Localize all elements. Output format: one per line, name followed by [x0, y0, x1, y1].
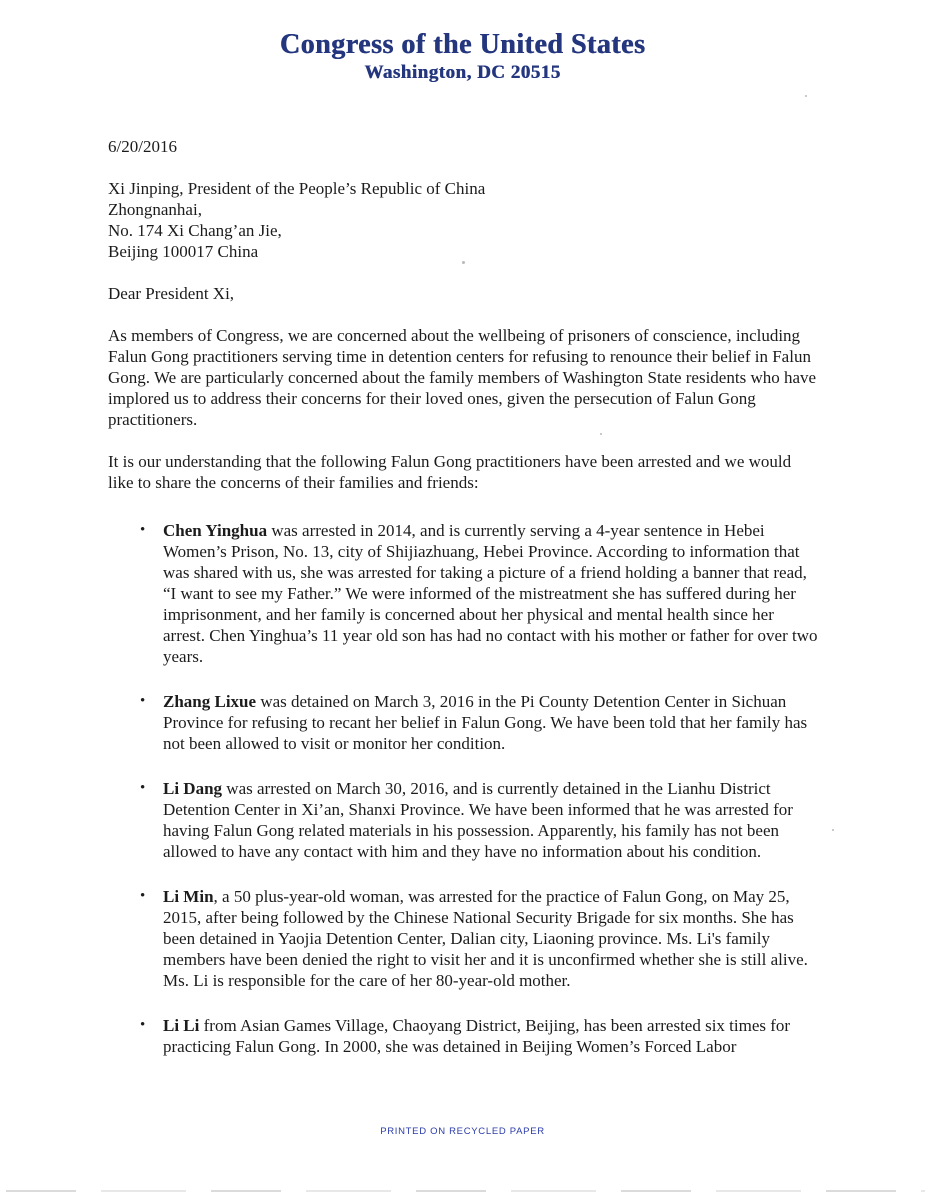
letter-date: 6/20/2016 [108, 137, 177, 156]
scan-speck [462, 261, 465, 264]
list-item-zhang-lixue [140, 691, 818, 754]
bullet-icon: • [140, 693, 146, 709]
letterhead [0, 0, 925, 84]
bullet-icon: • [140, 780, 146, 796]
list-item-text [163, 520, 818, 667]
bullet-icon: • [140, 888, 146, 904]
prisoner-name: Li Li [163, 1016, 200, 1035]
recipient-line: Beijing 100017 China [108, 242, 259, 261]
prisoner-name: Zhang Lixue [163, 692, 257, 711]
list-item-text [163, 1015, 818, 1057]
prisoner-detail: was arrested on March 30, 2016, and is currently detained in the Lianhu District Detention Center in Xi’an, Shanxi Province. We have been informed that he was arrested for having Falun Gong related materials in his possession. Apparently, his family has not been allowed to have any contact with him and they have no information about his condition. [163, 779, 793, 861]
prisoner-detail: was arrested in 2014, and is currently serving a 4-year sentence in Hebei Women’s Prison, No. 13, city of Shijiazhuang, Hebei Province. According to information that was shared with us, she was arrested for taking a picture of a friend holding a banner that read, “I want to see my Father.” We were informed of the mistreatment she has suffered during her imprisonment, and her family is concerned about her physical and mental health since her arrest. Chen Yinghua’s 11 year old son has had no contact with his mother or father for over two years. [163, 521, 818, 666]
footer-note: PRINTED ON RECYCLED PAPER [380, 1126, 545, 1137]
list-item-text [163, 778, 818, 862]
recipient-line: Xi Jinping, President of the People’s Republic of China [108, 179, 486, 198]
scan-speck [832, 829, 834, 831]
prisoner-name: Li Min [163, 887, 214, 906]
recipient-address-block [108, 178, 818, 262]
prisoner-list [108, 520, 818, 1057]
list-item-chen-yinghua [140, 520, 818, 667]
bullet-icon: • [140, 522, 146, 538]
letter-body [108, 136, 818, 1057]
prisoner-detail: from Asian Games Village, Chaoyang District, Beijing, has been arrested six times for practicing Falun Gong. In 2000, she was detained in Beijing Women’s Forced Labor [163, 1016, 791, 1056]
bullet-icon: • [140, 1017, 146, 1033]
body-paragraph-2: It is our understanding that the following Falun Gong practitioners have been arrested and we would like to share the concerns of their families and friends: [108, 452, 792, 492]
letterhead-title: Congress of the United States [279, 29, 646, 60]
salutation: Dear President Xi, [108, 284, 235, 303]
list-item-li-min [140, 886, 818, 991]
recipient-line: Zhongnanhai, [108, 200, 202, 219]
letterhead-address: Washington, DC 20515 [364, 62, 561, 83]
list-item-li-dang [140, 778, 818, 862]
scan-artifact-line [6, 1190, 925, 1192]
body-paragraph-1: As members of Congress, we are concerned about the wellbeing of prisoners of conscience, including Falun Gong practitioners serving time in detention centers for refusing to renounce their belief in Falun Gong. We are particularly concerned about the family members of Washington State residents who have implored us to address their concerns for their loved ones, given the persecution of Falun Gong practitioners. [108, 326, 817, 429]
scan-speck [600, 433, 602, 435]
prisoner-name: Chen Yinghua [163, 521, 268, 540]
list-item-li-li [140, 1015, 818, 1057]
recipient-line: No. 174 Xi Chang’an Jie, [108, 221, 282, 240]
prisoner-detail: , a 50 plus-year-old woman, was arrested for the practice of Falun Gong, on May 25, 2015, after being followed by the Chinese National Security Brigade for six months. She has been detained in Yaojia Detention Center, Dalian city, Liaoning province. Ms. Li's family members have been denied the right to visit her and it is unconfirmed whether she is still alive. Ms. Li is responsible for the care of her 80-year-old mother. [163, 887, 808, 990]
list-item-text [163, 886, 818, 991]
list-item-text [163, 691, 818, 754]
scan-speck [805, 95, 807, 97]
prisoner-name: Li Dang [163, 779, 223, 798]
prisoner-detail: was detained on March 3, 2016 in the Pi County Detention Center in Sichuan Province for refusing to recant her belief in Falun Gong. We have been told that her family has not been allowed to visit or monitor her condition. [163, 692, 808, 753]
